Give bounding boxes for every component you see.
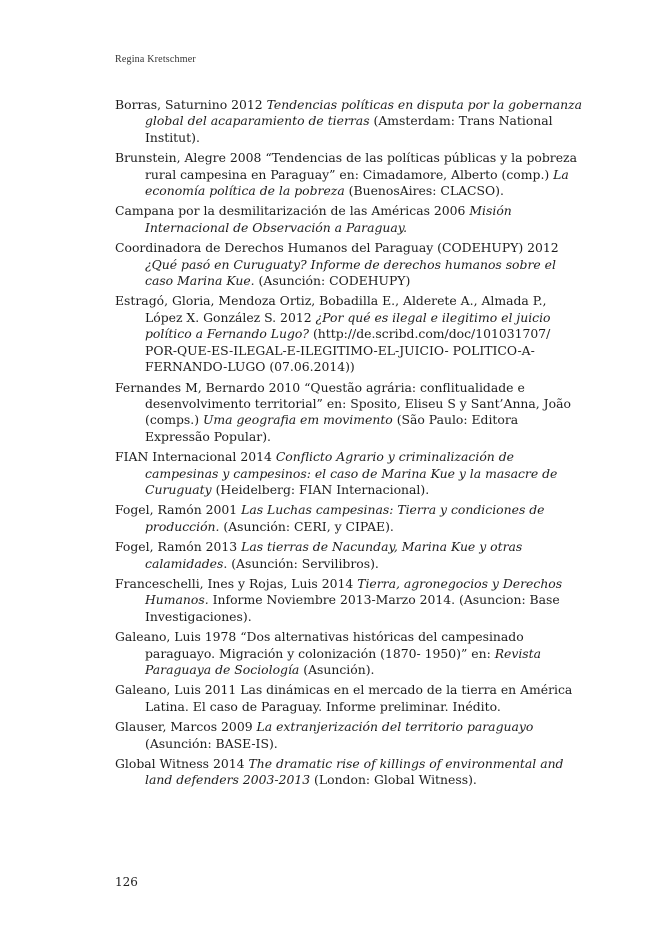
entry-title: La economía política de la pobreza [145,166,569,199]
entry-text: Fogel, Ramón 2001 [115,502,242,518]
entry-title: Las Luchas campesinas: Tierra y condiciones de producción. [145,502,545,534]
entry-text: Global Witness 2014 [115,756,249,772]
page-number: 126 [115,875,138,889]
entry-text: Fogel, Ramón 2013 [115,539,242,555]
bibliography-entry [115,576,585,625]
entry-text: Fernandes M, Bernardo 2010 “Questão agrária: conflitualidade e desenvolvimento territorial” en: Sposito, Eliseu S y Sant’Anna, João (comps.) [115,379,571,428]
entry-text: Galeano, Luis 2011 Las dinámicas en el mercado de la tierra en América Latina. El caso de Paraguay. Informe preliminar. Inédito. [115,682,573,714]
entry-title: The dramatic rise of killings of environmental and land defenders 2003-2013 [145,756,564,788]
entry-text: Campana por la desmilitarización de las Américas 2006 [115,203,470,219]
entry-text: Galeano, Luis 1978 “Dos alternativas históricas del campesinado paraguayo. Migración y colonización (1870- 1950)” en: [115,629,524,661]
entry-text: Franceschelli, Ines y Rojas, Luis 2014 [115,575,358,591]
entry-publication: (Asunción). [299,662,375,677]
entry-title: ¿Por qué es ilegal e ilegitimo el juicio político a Fernando Lugo? [145,309,551,342]
entry-publication: (Heidelberg: FIAN Internacional). [211,481,430,497]
entry-title: Tendencias políticas en disputa por la gobernanza global del acaparamiento de tierras [145,97,583,129]
entry-title: Tierra, agronegocios y Derechos Humanos. [145,575,563,608]
bibliography-entry [115,629,585,678]
entry-text: Estragó, Gloria, Mendoza Ortiz, Bobadilla E., Alderete A., Almada P., López X. González S. 2012 [115,293,547,325]
entry-text: Coordinadora de Derechos Humanos del Paraguay (CODEHUPY) 2012 [115,240,559,256]
entry-text: Glauser, Marcos 2009 [115,719,257,735]
entry-publication: (Asunción: CODEHUPY) [254,273,411,289]
running-head: Regina Kretschmer [115,54,196,65]
bibliography-entry [115,539,585,572]
entry-title: Las tierras de Nacunday, Marina Kue y otras calamidades [145,539,523,571]
bibliography-entry [115,203,585,236]
entry-text: Borras, Saturnino 2012 [115,97,267,112]
entry-title: Revista Paraguaya de Sociología [145,645,542,677]
entry-text: Brunstein, Alegre 2008 “Tendencias de las políticas públicas y la pobreza rural campesina en Paraguay” en: Cimadamore, Alberto (comp.) [115,150,577,182]
entry-publication: (Asunción: BASE-IS). [145,735,278,751]
bibliography-entry [115,682,585,715]
bibliography-list [115,97,585,793]
entry-publication: (http://de.scribd.com/doc/101031707/ POR-QUE-ES-ILEGAL-E-ILEGITIMO-EL-JUICIO- POLITICO-A-FERNANDO-LUGO (07.06.2014)) [145,326,551,375]
entry-title: Conflicto Agrario y criminalización de campesinas y campesinos: el caso de Marina Kue y la masacre de Curuguaty [145,449,558,497]
bibliography-entry [115,150,585,199]
entry-publication: . (Asunción: Servilibros). [223,555,379,571]
bibliography-entry [115,293,585,375]
entry-publication: (BuenosAires: CLACSO). [344,183,504,199]
entry-publication: (Amsterdam: Trans National Institut). [145,113,553,145]
entry-title: Misión Internacional de Observación a Paraguay. [145,203,512,235]
entry-title: La extranjerización del territorio paraguayo [256,719,534,735]
entry-publication: Informe Noviembre 2013-Marzo 2014. (Asuncion: Base Investigaciones). [145,592,560,624]
bibliography-entry [115,240,585,289]
entry-publication: (Asunción: CERI, y CIPAE). [219,518,394,534]
entry-publication: (São Paulo: Editora Expressão Popular). [145,412,519,444]
bibliography-entry [115,449,585,498]
bibliography-entry [115,756,585,789]
bibliography-entry [115,380,585,446]
bibliography-entry [115,97,585,146]
bibliography-entry [115,502,585,535]
bibliography-entry [115,719,585,752]
entry-publication: (London: Global Witness). [310,772,477,788]
entry-text: FIAN Internacional 2014 [115,449,276,465]
entry-title: Uma geografia em movimento [202,412,393,428]
entry-title: ¿Qué pasó en Curuguaty? Informe de derechos humanos sobre el caso Marina Kue. [145,256,556,289]
